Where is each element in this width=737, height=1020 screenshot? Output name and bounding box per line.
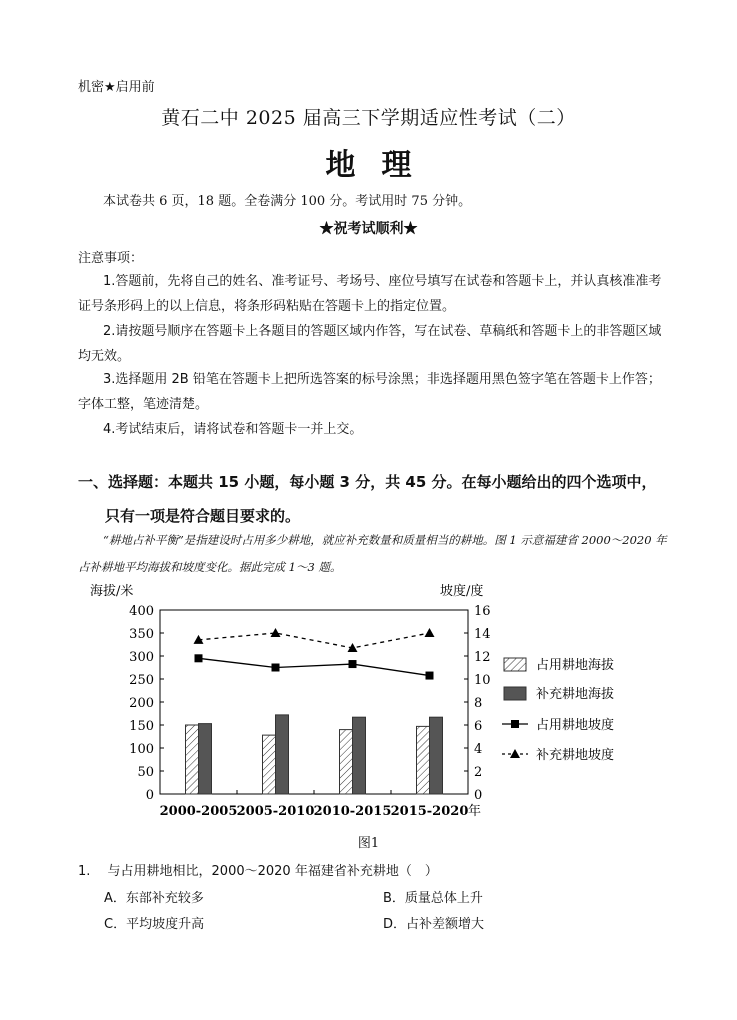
bar (417, 726, 430, 794)
bar (186, 725, 199, 794)
right-tick-label: 10 (474, 673, 491, 688)
square-marker (426, 672, 434, 680)
notice-item: 2.请按题号顺序在答题卡上各题目的答题区域内作答，写在试卷、草稿纸和答题卡上的非答题区域均无效。 (78, 324, 662, 364)
good-luck-banner: ★祝考试顺利★ (319, 221, 418, 237)
series-line (199, 658, 430, 675)
figure-caption: 图1 (357, 836, 380, 851)
x-axis-suffix: 年 (468, 804, 482, 819)
bar (199, 724, 212, 794)
bar (276, 715, 289, 794)
right-tick-label: 4 (474, 742, 483, 757)
x-category-label: 2005-2010 (236, 804, 315, 819)
right-tick-label: 12 (474, 650, 491, 665)
option-d: D．占补差额增大 (383, 917, 485, 932)
legend-swatch-solid (504, 687, 526, 700)
figure-1-chart (80, 578, 660, 828)
option-b: B．质量总体上升 (383, 891, 483, 906)
legend-label: 补充耕地坡度 (536, 748, 615, 763)
question-passage: “耕地占补平衡”是指建设时占用多少耕地，就应补充数量和质量相当的耕地。图 1 示意福建省 2000～2020 年占补耕地平均海拔和坡度变化。据此完成 1～3 题。 (78, 533, 667, 574)
exam-intro: 本试卷共 6 页，18 题。全卷满分 100 分。考试用时 75 分钟。 (103, 194, 472, 209)
confidential-label: 机密★启用前 (78, 80, 155, 95)
square-marker (195, 654, 203, 662)
square-marker (349, 660, 357, 668)
legend-marker-square (511, 720, 519, 728)
triangle-marker (271, 628, 281, 637)
left-tick-label: 250 (129, 673, 154, 688)
left-tick-label: 50 (137, 765, 154, 780)
left-tick-label: 200 (129, 696, 154, 711)
notice-item: 1.答题前，先将自己的姓名、准考证号、考场号、座位号填写在试卷和答题卡上，并认真核准准考证号条形码上的以上信息，将条形码粘贴在答题卡上的指定位置。 (78, 274, 662, 314)
notice-item: 3.选择题用 2B 铅笔在答题卡上把所选答案的标号涂黑；非选择题用黑色签字笔在答题卡上作答；字体工整，笔迹清楚。 (78, 372, 661, 412)
x-axis-categories (160, 804, 469, 819)
square-marker (272, 664, 280, 672)
x-category-label: 2010-2015 (313, 804, 392, 819)
left-tick-label: 300 (129, 650, 154, 665)
section-line-1: 一、选择题：本题共 15 小题，每小题 3 分，共 45 分。在每小题给出的四个选项中， (78, 473, 657, 491)
legend-label: 补充耕地海拔 (536, 687, 615, 702)
bar (353, 717, 366, 794)
left-tick-label: 100 (129, 742, 154, 757)
right-tick-label: 0 (474, 788, 483, 803)
option-a: A．东部补充较多 (104, 891, 204, 906)
y-axis-left-label: 海拔/米 (90, 584, 134, 599)
left-tick-label: 400 (129, 604, 154, 619)
question-1-stem: 1. 与占用耕地相比，2000～2020 年福建省补充耕地（ ） (78, 864, 438, 879)
legend-swatch-hatched (504, 658, 526, 671)
section-heading (78, 465, 678, 533)
x-category-label: 2015-2020 (390, 804, 469, 819)
right-tick-label: 6 (474, 719, 483, 734)
legend-marker-triangle (510, 749, 520, 758)
bar (263, 735, 276, 794)
right-tick-label: 16 (474, 604, 491, 619)
legend (502, 657, 614, 763)
left-tick-label: 350 (129, 627, 154, 642)
subject-title: 地理 (325, 148, 438, 183)
left-tick-label: 0 (145, 788, 154, 803)
line-series (194, 628, 435, 680)
section-line-2: 只有一项是符合题目要求的。 (105, 507, 301, 525)
y-axis-right-label: 坡度/度 (440, 584, 484, 599)
triangle-marker (425, 628, 435, 637)
series-line (199, 633, 430, 648)
option-c: C．平均坡度升高 (104, 917, 205, 932)
bar (340, 730, 353, 794)
legend-label: 占用耕地坡度 (536, 718, 615, 733)
right-tick-label: 8 (474, 696, 483, 711)
legend-label: 占用耕地海拔 (536, 658, 615, 673)
left-tick-label: 150 (129, 719, 154, 734)
bar-series (186, 715, 443, 794)
right-tick-label: 14 (474, 627, 491, 642)
x-category-label: 2000-2005 (159, 804, 238, 819)
bar (430, 717, 443, 794)
exam-title: 黄石二中 2025 届高三下学期适应性考试（二） (161, 107, 576, 129)
notice-item: 4.考试结束后，请将试卷和答题卡一并上交。 (103, 422, 363, 437)
right-tick-label: 2 (474, 765, 483, 780)
notice-heading: 注意事项： (78, 251, 144, 266)
